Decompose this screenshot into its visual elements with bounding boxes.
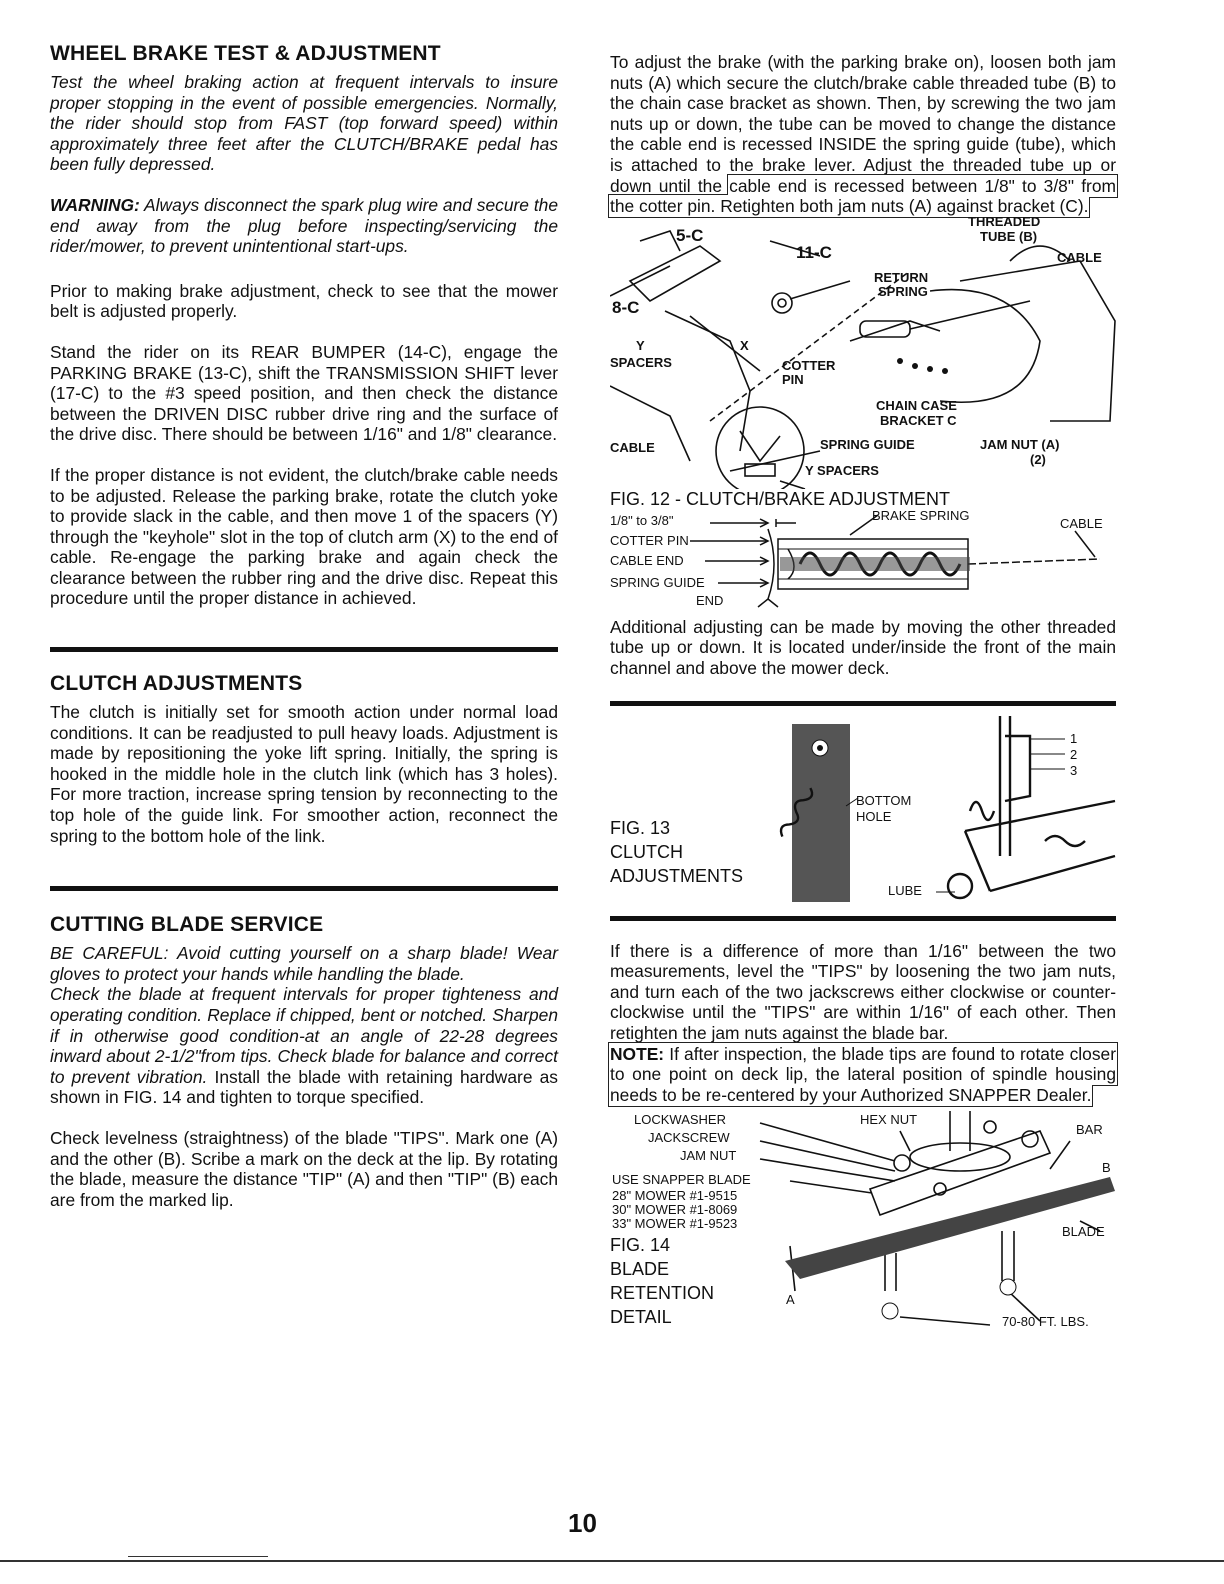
fig-12-detail-illustration: [610, 509, 1116, 617]
fig-14: [610, 1111, 1116, 1337]
fig-14-lockwasher: LOCKWASHER: [634, 1112, 726, 1128]
adjust-boxed-text: cable end is recessed between 1/8" to 3/8" from the cotter pin. Retighten both jam nuts (A) against bracket (C).: [610, 175, 1116, 217]
fig-14-b: B: [1102, 1160, 1111, 1176]
bottom-rule-short: [128, 1556, 268, 1557]
label-y-spacers: Y SPACERS: [805, 462, 879, 478]
fig-14-m30: 30" MOWER #1-8069: [612, 1202, 738, 1218]
page-number: 10: [568, 1508, 597, 1538]
note-text: If after inspection, the blade tips are found to rotate closer to one point on deck lip, the lateral position of spindle housing needs to be re-centered by your Authorized SNAPPER Dealer.: [610, 1043, 1116, 1105]
fig-13-lube: LUBE: [888, 882, 922, 898]
blade-section: [50, 913, 558, 1210]
wheel-brake-section: [50, 42, 558, 609]
label-chain-case: CHAIN CASE: [876, 397, 957, 413]
adjust-paragraph: [610, 52, 1116, 217]
blade-check-paragraph: [50, 984, 558, 1108]
fig-14-jackscrew: JACKSCREW: [648, 1130, 730, 1146]
fig-13-caption-2: CLUTCH: [610, 841, 684, 862]
fig-14-jam-nut: JAM NUT: [680, 1148, 737, 1164]
blade-title: CUTTING BLADE SERVICE: [50, 913, 324, 937]
fig-12-caption: FIG. 12 - CLUTCH/BRAKE ADJUSTMENT: [610, 488, 951, 509]
label-8c: 8-C: [612, 297, 640, 317]
right-column: [610, 52, 1116, 1337]
left-column: [50, 42, 558, 1210]
wheel-brake-title: WHEEL BRAKE TEST & ADJUSTMENT: [50, 42, 441, 65]
fig-14-bar: BAR: [1076, 1122, 1103, 1138]
warning-paragraph: [50, 195, 558, 257]
note-label: NOTE:: [610, 1043, 665, 1064]
fig-14-m28: 28" MOWER #1-9515: [612, 1188, 738, 1204]
label-y: Y: [636, 337, 645, 353]
label-cotter: COTTER: [782, 357, 836, 373]
fig-12-detail: [610, 509, 1116, 617]
brake-prior-paragraph: Prior to making brake adjustment, check to see that the mower belt is adjusted properly.: [50, 280, 558, 322]
blade-careful-paragraph: BE CAREFUL: Avoid cutting yourself on a sharp blade! Wear gloves to protect your hands while handling the blade.: [50, 943, 558, 984]
wheel-brake-intro: Test the wheel braking action at frequent intervals to insure proper stopping in the event of possible emergencies. Normally, the rider should stop from FAST (top forward speed) within approximately three feet after the CLUTCH/BRAKE pedal has been fully depressed.: [50, 72, 558, 175]
label-jam-nut-2: (2): [1030, 451, 1046, 467]
warning-text: Always disconnect the spark plug wire and secure the end away from the plug before inspecting/servicing the rider/mower, to prevent unintentional start-ups.: [50, 194, 558, 257]
label-x: X: [740, 337, 749, 353]
label-bracket-c: BRACKET C: [880, 412, 957, 428]
label-spacers: SPACERS: [610, 354, 672, 370]
fig-12: [610, 213, 1116, 489]
note-paragraph: [610, 1044, 1116, 1106]
note-boxed: [610, 1044, 1116, 1105]
brake-stand-paragraph: Stand the rider on its REAR BUMPER (14-C), engage the PARKING BRAKE (13-C), shift the TRANSMISSION SHIFT lever (17-C) to the #3 speed position, and then check the distance between the DRIVEN DISC rubber drive ring and the surface of the drive disc. There should be between 1/16" and 1/8" clearance.: [50, 341, 558, 445]
fig-14-a: A: [786, 1292, 795, 1308]
difference-paragraph: If there is a difference of more than 1/16" between the two measurements, level the "TIPS" by loosening the two jam nuts, and turn each of the two jackscrews either clockwise or counter-clockwise until the "TIPS" are within 1/16" of each other. Then retighten the jam nuts against the blade bar.: [610, 940, 1116, 1043]
detail-brake-spring: BRAKE SPRING: [872, 507, 970, 523]
fig-14-torque: 70-80 FT. LBS.: [1002, 1314, 1089, 1330]
fig-13-n2: 2: [1070, 746, 1078, 762]
fig-13-caption-1: FIG. 13: [610, 817, 671, 838]
label-5c: 5-C: [676, 225, 704, 245]
clutch-paragraph: The clutch is initially set for smooth action under normal load conditions. It can be readjusted to pull heavy loads. Adjustment is made by repositioning the yoke lift spring. Initially, the spring is hooked in the middle hole in the clutch link (which has 3 holes). For more traction, increase spring tension by reconnecting to the top hole of the guide link. For smoother action, reconnect the spring to the bottom hole of the link.: [50, 702, 558, 846]
detail-cable: CABLE: [1060, 515, 1103, 531]
label-return: RETURN: [874, 269, 929, 285]
detail-range: 1/8" to 3/8": [610, 512, 674, 528]
fig-14-hex-nut: HEX NUT: [860, 1112, 918, 1128]
label-spring: SPRING: [878, 283, 928, 299]
detail-cotter-pin: COTTER PIN: [610, 532, 689, 548]
fig-14-blade: BLADE: [1062, 1224, 1105, 1240]
fig-14-m33: 33" MOWER #1-9523: [612, 1216, 738, 1232]
detail-spring-guide: SPRING GUIDE: [610, 574, 705, 590]
label-threaded: THREADED: [968, 213, 1041, 229]
fig-13-n1: 1: [1070, 730, 1078, 746]
fig-13: [610, 706, 1116, 916]
bottom-rule: [0, 1560, 1224, 1562]
fig-14-use-snapper: USE SNAPPER BLADE: [612, 1172, 751, 1188]
fig-13-caption-3: ADJUSTMENTS: [610, 865, 744, 886]
blade-level-paragraph: Check levelness (straightness) of the blade "TIPS". Mark one (A) and the other (B). Scribe a mark on the deck at the lip. By rotating the blade, measure the distance "TIP" (A) and then "TIP" (B) each are from the marked lip.: [50, 1127, 558, 1210]
fig-13-bottom: BOTTOM: [856, 792, 912, 808]
label-cable-top: CABLE: [1057, 249, 1102, 265]
label-cable-left: CABLE: [610, 439, 655, 455]
fig-14-caption-3: RETENTION: [610, 1283, 715, 1304]
label-spring-guide: SPRING GUIDE: [820, 436, 915, 452]
detail-cable-end: CABLE END: [610, 552, 684, 568]
label-11c: 11-C: [796, 242, 832, 262]
fig-14-caption-4: DETAIL: [610, 1307, 672, 1328]
fig-13-hole: HOLE: [856, 808, 892, 824]
detail-end: END: [696, 592, 724, 608]
label-jam-nut: JAM NUT (A): [980, 436, 1060, 452]
warning-label: WARNING:: [50, 194, 140, 215]
label-pin: PIN: [782, 371, 804, 387]
fig-14-caption-1: FIG. 14: [610, 1235, 671, 1256]
adjust-text: To adjust the brake (with the parking brake on), loosen both jam nuts (A) which secure the clutch/brake cable threaded tube (B) to the chain case bracket as shown. Then, by screwing the two jam nuts up or down, the tube can be moved to change the distance the cable end is recessed INSIDE the spring guide (tube), which is attached to the brake lever. Adjust the threaded tube up or down until the: [610, 52, 1116, 196]
blade-install-text: Install the blade with retaining hardware as shown in FIG. 14 and tighten to torque specified.: [50, 1066, 558, 1108]
clutch-title: CLUTCH ADJUSTMENTS: [50, 672, 303, 696]
fig-14-caption-2: BLADE: [610, 1259, 670, 1280]
blade-check-text: Check the blade at frequent intervals for proper tighteness and operating condition. Replace if chipped, bent or notched. Sharpen if in otherwise good condition-at an angle of 22-28 degrees inward about 2-1/2"from tips. Check blade for balance and correct to prevent vibration.: [50, 984, 558, 1087]
additional-paragraph: Additional adjusting can be made by moving the other threaded tube up or down. It is located under/inside the front of the main channel and above the mower deck.: [610, 616, 1116, 678]
clutch-section: [50, 672, 558, 846]
label-tube-b: TUBE (B): [980, 228, 1038, 244]
fig-13-n3: 3: [1070, 762, 1078, 778]
brake-distance-paragraph: If the proper distance is not evident, the clutch/brake cable needs to be adjusted. Release the parking brake, rotate the clutch yoke to provide slack in the cable, and then move 1 of the spacers (Y) through the "keyhole" slot in the top of clutch arm (X) to the end of cable. Re-engage the parking brake and again check the clearance between the rubber ring and the drive disc. Repeat this procedure until the proper distance in achieved.: [50, 464, 558, 609]
